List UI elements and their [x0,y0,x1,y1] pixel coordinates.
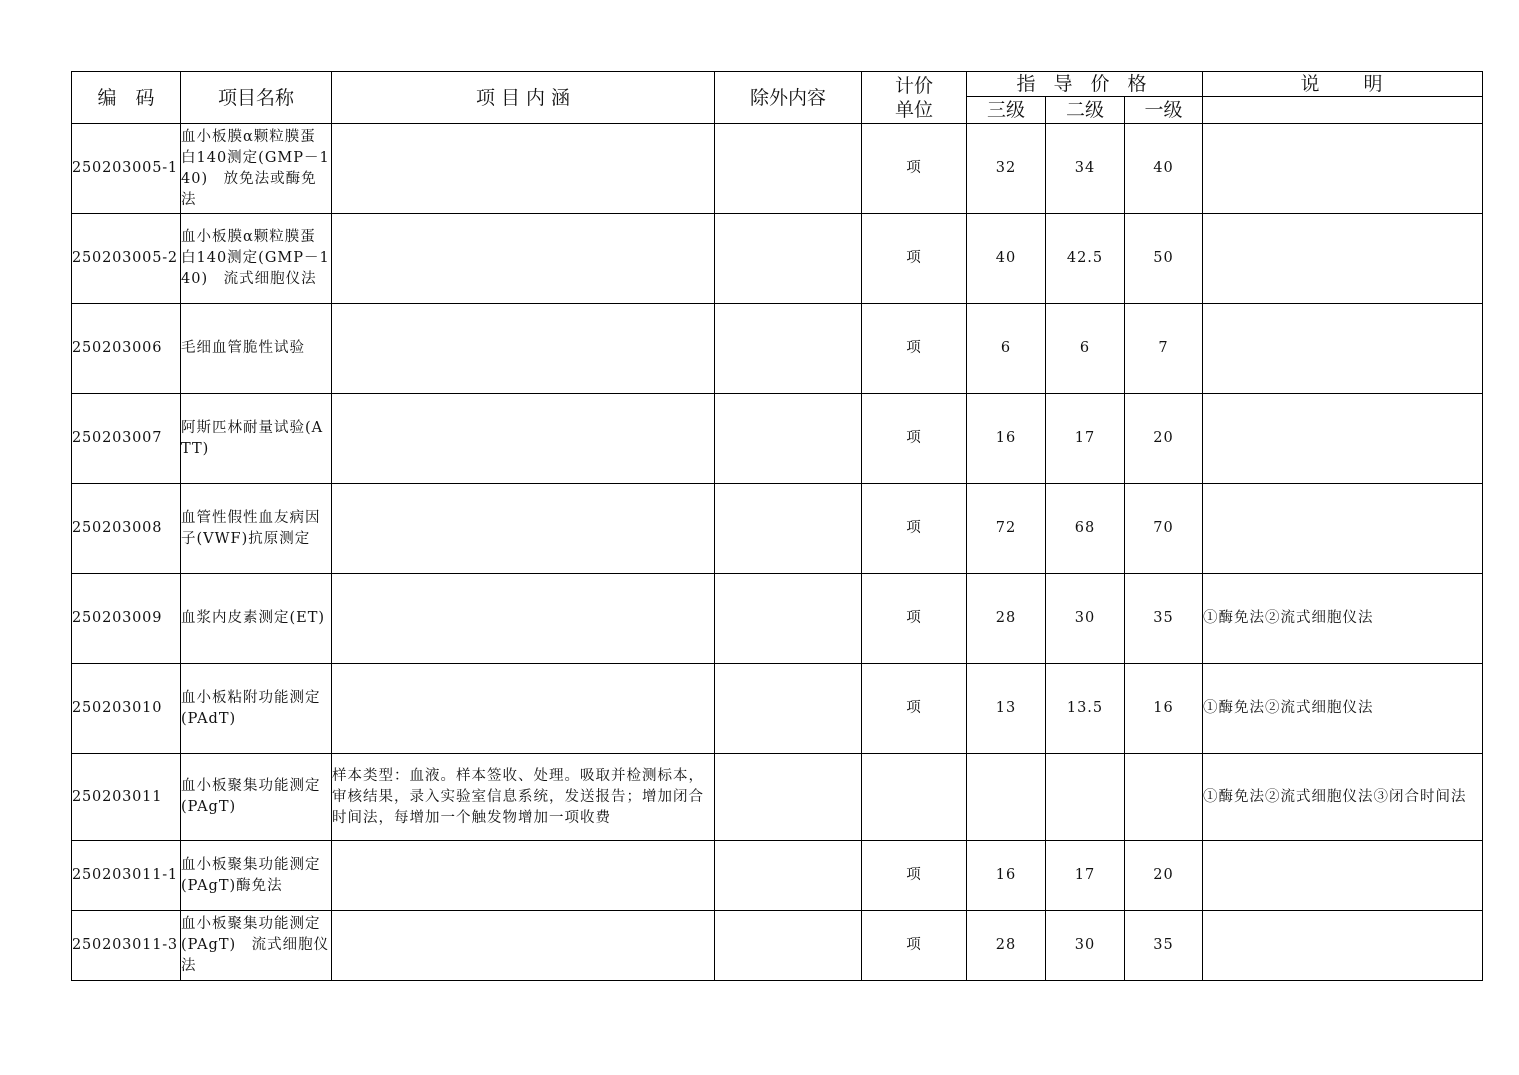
row-level3: 28 [967,574,1046,664]
row-name: 血浆内皮素测定(ET) [181,574,332,664]
row-name: 毛细血管脆性试验 [181,304,332,394]
table-row [72,304,1483,394]
row-unit: 项 [862,574,967,664]
row-note [1203,394,1483,484]
row-level3: 28 [967,911,1046,981]
row-content [332,214,715,304]
header-code: 编 码 [72,72,181,124]
row-level2: 17 [1046,394,1125,484]
header-level2: 二级 [1046,97,1125,124]
header-content: 项 目 内 涵 [332,72,715,124]
row-code: 250203005-2 [72,214,181,304]
row-code: 250203005-1 [72,124,181,214]
row-note [1203,911,1483,981]
row-level1: 50 [1125,214,1203,304]
row-unit: 项 [862,484,967,574]
row-exclusions [715,124,862,214]
row-level2: 17 [1046,841,1125,911]
row-content: 样本类型：血液。样本签收、处理。吸取并检测标本，审核结果，录入实验室信息系统，发送报告；增加闭合时间法，每增加一个触发物增加一项收费 [332,754,715,841]
row-exclusions [715,841,862,911]
row-exclusions [715,304,862,394]
row-name: 血小板聚集功能测定(PAgT) 流式细胞仪法 [181,911,332,981]
header-note: 说 明 [1203,72,1483,97]
header-unit-line1: 计价 [894,74,933,97]
row-exclusions [715,664,862,754]
row-name: 血小板膜α颗粒膜蛋白140测定(GMP－140) 流式细胞仪法 [181,214,332,304]
row-content [332,841,715,911]
row-level2: 42.5 [1046,214,1125,304]
row-code: 250203008 [72,484,181,574]
row-exclusions [715,911,862,981]
row-level1: 70 [1125,484,1203,574]
row-exclusions [715,754,862,841]
row-level1: 40 [1125,124,1203,214]
row-level3: 16 [967,394,1046,484]
table-row [72,911,1483,981]
row-name: 阿斯匹林耐量试验(ATT) [181,394,332,484]
row-level3: 6 [967,304,1046,394]
row-content [332,394,715,484]
price-table [71,71,1483,981]
row-note [1203,124,1483,214]
row-level3: 32 [967,124,1046,214]
row-level2: 68 [1046,484,1125,574]
header-unit-line2: 单位 [894,98,933,121]
row-note [1203,304,1483,394]
header-note-blank [1203,97,1483,124]
row-unit: 项 [862,124,967,214]
row-level1: 20 [1125,394,1203,484]
row-level2 [1046,754,1125,841]
row-level3: 16 [967,841,1046,911]
row-content [332,574,715,664]
row-code: 250203010 [72,664,181,754]
row-unit: 项 [862,664,967,754]
row-level1: 16 [1125,664,1203,754]
row-level3: 72 [967,484,1046,574]
row-exclusions [715,484,862,574]
table-row [72,841,1483,911]
header-level1: 一级 [1125,97,1203,124]
row-level2: 34 [1046,124,1125,214]
table-row [72,754,1483,841]
row-code: 250203006 [72,304,181,394]
row-unit [862,754,967,841]
row-unit: 项 [862,304,967,394]
row-level1: 35 [1125,911,1203,981]
table-row [72,394,1483,484]
row-code: 250203007 [72,394,181,484]
row-level1: 7 [1125,304,1203,394]
row-unit: 项 [862,911,967,981]
row-exclusions [715,574,862,664]
table-row [72,484,1483,574]
table-row [72,124,1483,214]
row-exclusions [715,394,862,484]
row-note: ①酶免法②流式细胞仪法③闭合时间法 [1203,754,1483,841]
row-level1: 35 [1125,574,1203,664]
row-exclusions [715,214,862,304]
row-level3: 13 [967,664,1046,754]
row-level2: 6 [1046,304,1125,394]
row-note [1203,214,1483,304]
row-content [332,664,715,754]
row-level1 [1125,754,1203,841]
row-level2: 13.5 [1046,664,1125,754]
row-code: 250203009 [72,574,181,664]
row-note [1203,841,1483,911]
row-content [332,911,715,981]
row-code: 250203011-1 [72,841,181,911]
header-name: 项目名称 [181,72,332,124]
row-name: 血管性假性血友病因子(VWF)抗原测定 [181,484,332,574]
row-name: 血小板聚集功能测定(PAgT)酶免法 [181,841,332,911]
row-note [1203,484,1483,574]
row-note: ①酶免法②流式细胞仪法 [1203,664,1483,754]
row-level2: 30 [1046,574,1125,664]
row-note: ①酶免法②流式细胞仪法 [1203,574,1483,664]
row-level1: 20 [1125,841,1203,911]
row-level3 [967,754,1046,841]
row-content [332,124,715,214]
row-level3: 40 [967,214,1046,304]
row-name: 血小板粘附功能测定(PAdT) [181,664,332,754]
header-exclusions: 除外内容 [715,72,862,124]
header-guide-price: 指 导 价 格 [967,72,1203,97]
row-unit: 项 [862,841,967,911]
row-code: 250203011 [72,754,181,841]
header-unit [862,72,967,124]
table-row [72,574,1483,664]
row-unit: 项 [862,394,967,484]
header-level3: 三级 [967,97,1046,124]
row-content [332,484,715,574]
row-content [332,304,715,394]
row-unit: 项 [862,214,967,304]
table-row [72,664,1483,754]
row-name: 血小板膜α颗粒膜蛋白140测定(GMP－140) 放免法或酶免法 [181,124,332,214]
row-level2: 30 [1046,911,1125,981]
row-name: 血小板聚集功能测定(PAgT) [181,754,332,841]
table-row [72,214,1483,304]
row-code: 250203011-3 [72,911,181,981]
